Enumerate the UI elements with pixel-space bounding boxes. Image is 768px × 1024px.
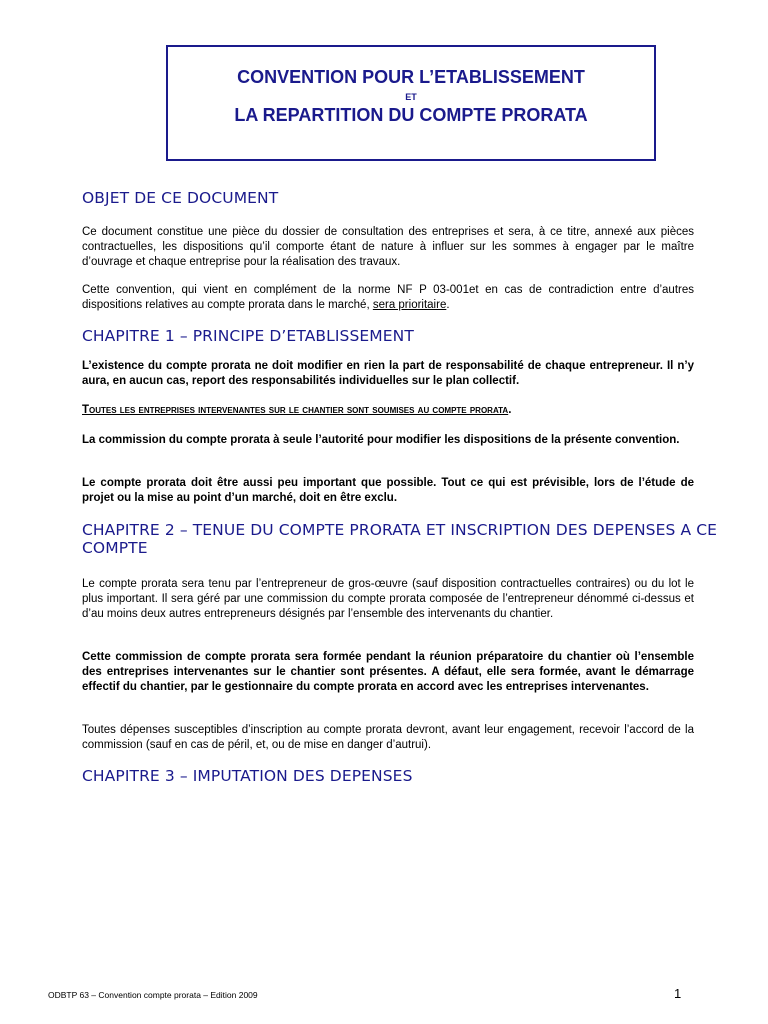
chapitre-1-paragraph-4: Le compte prorata doit être aussi peu important que possible. Tout ce qui est prévisible, lors de l’étude de projet ou la mise au point d’un marché, doit en être exclu. (82, 477, 694, 504)
objet-p2-end: . (446, 299, 450, 311)
chapitre-1-paragraph-3: La commission du compte prorata à seule l’autorité pour modifier les dispositions de la présente convention. (82, 434, 680, 446)
title-line-2: LA REPARTITION DU COMPTE PRORATA (234, 105, 588, 125)
chapitre-2-heading: CHAPITRE 2 – TENUE DU COMPTE PRORATA ET INSCRIPTION DES DEPENSES A CE COMPTE (82, 521, 718, 557)
chapitre-1-paragraph-1: L’existence du compte prorata ne doit modifier en rien la part de responsabilité de chaque entrepreneur. Il n’y aura, en aucun cas, report des responsabilités individuelles sur le plan collectif. (82, 360, 694, 387)
title-et: ET (405, 92, 417, 102)
section-objet-heading: OBJET DE CE DOCUMENT (82, 189, 279, 207)
footer-text: ODBTP 63 – Convention compte prorata – Edition 2009 (48, 990, 258, 1000)
title-box (166, 45, 656, 161)
page-number: 1 (674, 986, 682, 1001)
chapitre-3-heading: CHAPITRE 3 – IMPUTATION DES DEPENSES (82, 767, 413, 785)
objet-paragraph-1: Ce document constitue une pièce du dossier de consultation des entreprises et sera, à ce titre, annexé aux pièces contractuelles, les dispositions qu’il comporte étant de nature à influer sur les sommes à engager par le maître d’ouvrage et chaque entreprise pour la réalisation des travaux. (82, 226, 694, 268)
chapitre-1-p2-end: . (508, 404, 512, 416)
chapitre-1-heading: CHAPITRE 1 – PRINCIPE D’ETABLISSEMENT (82, 327, 414, 345)
chapitre-2-paragraph-1: Le compte prorata sera tenu par l’entrepreneur de gros-œuvre (sauf disposition contractuelles contraires) ou du lot le plus important. Il sera géré par une commission du compte prorata composée de l’entrepreneur dénommé ci-dessus et d’au moins deux autres entrepreneurs désignés par l’ensemble des intervenants du chantier. (82, 578, 694, 620)
objet-paragraph-2 (82, 283, 694, 313)
chapitre-1-paragraph-2 (82, 403, 694, 418)
title-line-1: CONVENTION POUR L’ETABLISSEMENT (237, 67, 585, 87)
objet-p2-underlined: sera prioritaire (372, 299, 447, 311)
chapitre-2-paragraph-2: Cette commission de compte prorata sera formée pendant la réunion préparatoire du chantier où l’ensemble des entreprises intervenantes sur le chantier sont présentes. A défaut, elle sera formée, avant le démarrage effectif du chantier, par le gestionnaire du compte prorata en accord avec les entreprises intervenantes. (82, 651, 694, 693)
chapitre-2-paragraph-3: Toutes dépenses susceptibles d’inscription au compte prorata devront, avant leur engagement, recevoir l’accord de la commission (sauf en cas de péril, et, ou de mise en danger d’autrui). (82, 724, 694, 751)
chapitre-1-p2-smallcaps: Toutes les entreprises intervenantes sur le chantier sont soumises au compte prorata (82, 404, 509, 416)
objet-p2-text: Cette convention, qui vient en complément de la norme NF P 03-001et en cas de contradiction entre d’autres dispositions relatives au compte prorata dans le marché, (82, 284, 694, 311)
